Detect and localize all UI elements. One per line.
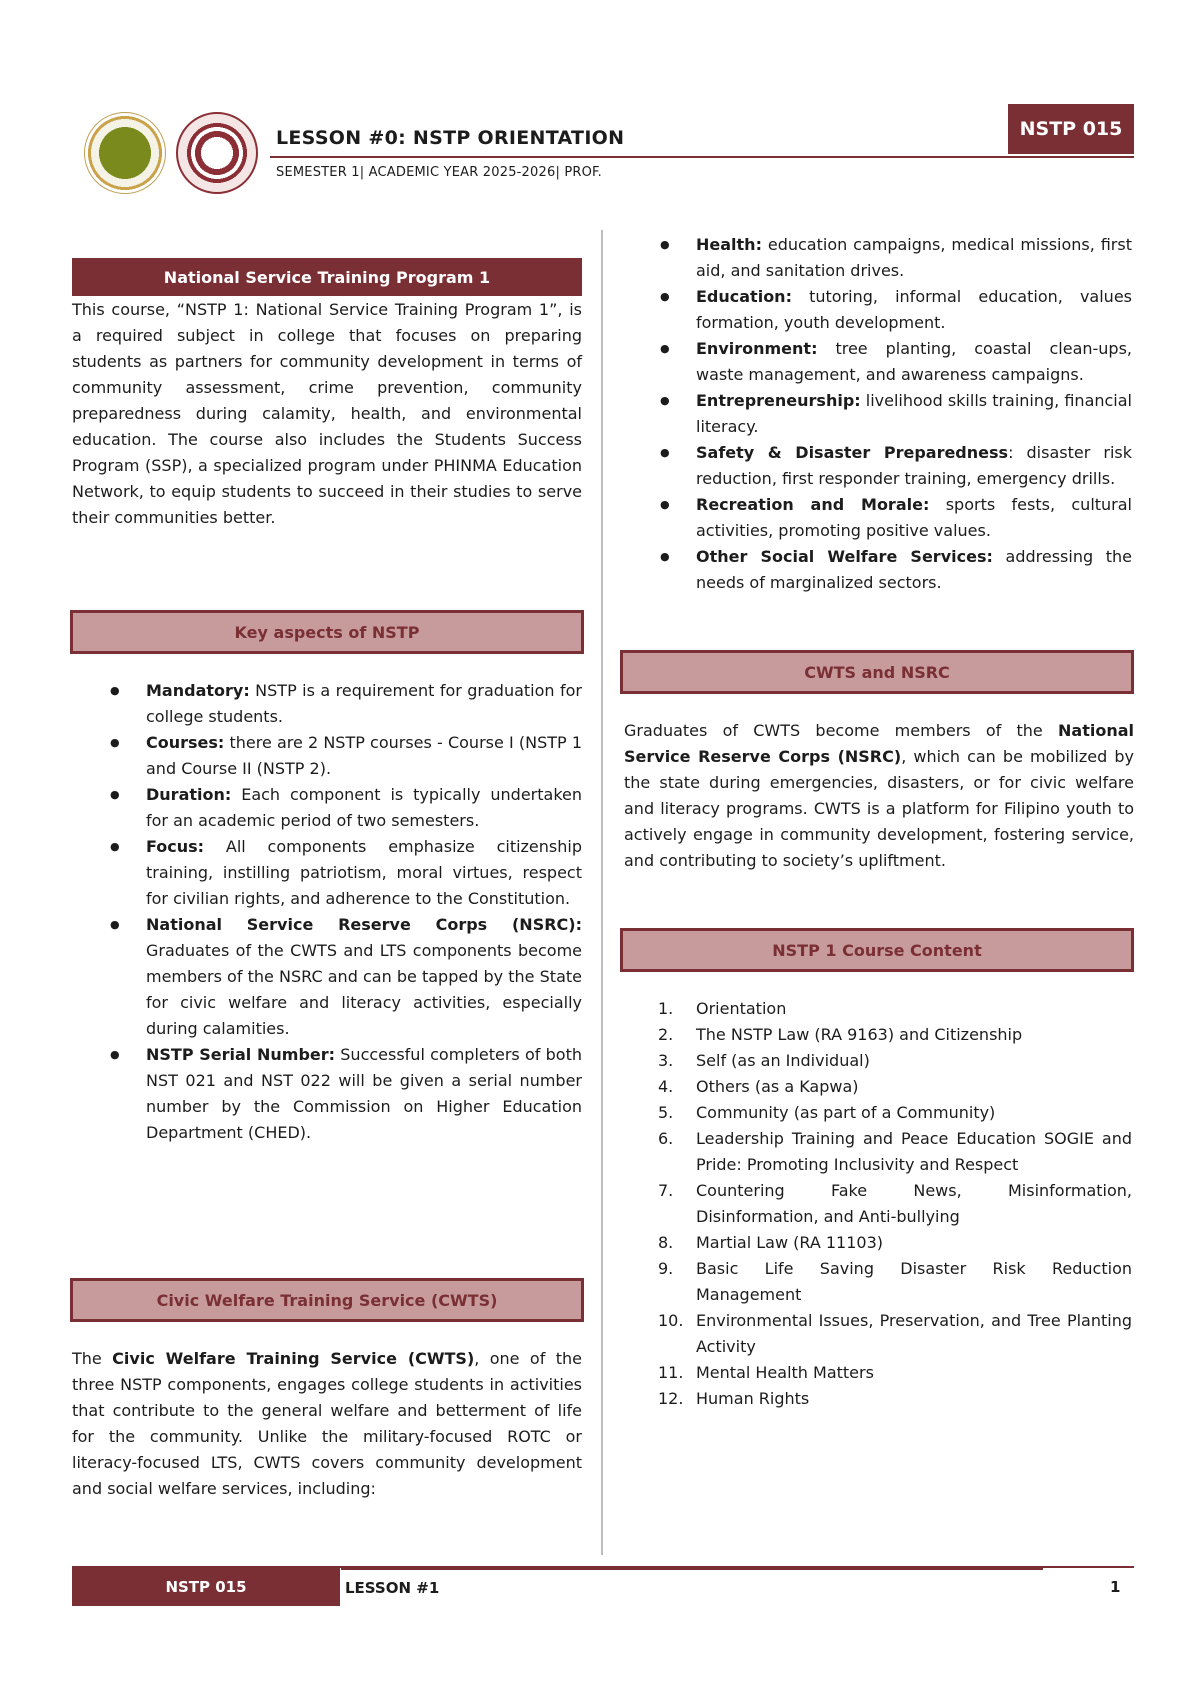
list-item: ● Other Social Welfare Services: addressing the needs of marginalized sectors. [622, 544, 1132, 596]
list-item: ● Education: tutoring, informal education, values formation, youth development. [622, 284, 1132, 336]
nstp1-paragraph: This course, “NSTP 1: National Service Training Program 1”, is a required subject in college that focuses on preparing students as partners for community development in terms of community assessment, crime prevention, community preparedness during calamity, health, and environmental education. The course also includes the Students Success Program (SSP), a specialized program under PHINMA Education Network, to equip students to succeed in their studies to serve their communities better. [72, 300, 582, 527]
key-aspects-list [72, 678, 582, 1146]
list-item: ● Recreation and Morale: sports fests, cultural activities, promoting positive values. [622, 492, 1132, 544]
list-item: ● Courses: there are 2 NSTP courses - Course I (NSTP 1 and Course II (NSTP 2). [72, 730, 582, 782]
section-heading-cwts: Civic Welfare Training Service (CWTS) [70, 1278, 584, 1322]
footer-lesson-label: LESSON #1 [341, 1568, 1043, 1606]
course-content-list [622, 996, 1132, 1412]
list-item: 5. Community (as part of a Community) [658, 1103, 996, 1122]
list-item: 9. Basic Life Saving Disaster Risk Reduction Management [658, 1259, 1132, 1304]
lesson-subtitle: SEMESTER 1| ACADEMIC YEAR 2025-2026| PROF. [276, 165, 602, 180]
list-item: 4. Others (as a Kapwa) [658, 1077, 859, 1096]
list-item: ● Health: education campaigns, medical missions, first aid, and sanitation drives. [622, 232, 1132, 284]
list-item: 3. Self (as an Individual) [658, 1051, 870, 1070]
course-tag: NSTP 015 [1008, 104, 1134, 154]
list-item: ● Focus: All components emphasize citizenship training, instilling patriotism, moral virtues, respect for civilian rights, and adherence to the Constitution. [72, 834, 582, 912]
list-item: ● Entrepreneurship: livelihood skills training, financial literacy. [622, 388, 1132, 440]
list-item: 2. The NSTP Law (RA 9163) and Citizenship [658, 1025, 1023, 1044]
department-seal-logo [176, 112, 258, 194]
list-item: ● Duration: Each component is typically undertaken for an academic period of two semesters. [72, 782, 582, 834]
column-divider [601, 230, 603, 1555]
university-seal-logo [84, 112, 166, 194]
footer-course-tag: NSTP 015 [72, 1568, 340, 1606]
list-item: ● Safety & Disaster Preparedness: disaster risk reduction, first responder training, emergency drills. [622, 440, 1132, 492]
cwts-nsrc-paragraph: Graduates of CWTS become members of the National Service Reserve Corps (NSRC), which can be mobilized by the state during emergencies, disasters, or for civic welfare and literacy programs. CWTS is a platform for Filipino youth to actively engage in community development, fostering service, and contributing to society’s upliftment. [624, 721, 1134, 870]
list-item: ● Environment: tree planting, coastal clean-ups, waste management, and awareness campaigns. [622, 336, 1132, 388]
list-item: 11. Mental Health Matters [658, 1363, 874, 1382]
list-item: 12. Human Rights [658, 1389, 810, 1408]
cwts-services-list [622, 232, 1132, 596]
list-item: 1. Orientation [658, 999, 787, 1018]
header-divider [270, 156, 1134, 158]
list-item: 10. Environmental Issues, Preservation, and Tree Planting Activity [658, 1311, 1132, 1356]
cwts-paragraph: The Civic Welfare Training Service (CWTS), one of the three NSTP components, engages college students in activities that contribute to the general welfare and betterment of life for the community. Unlike the military-focused ROTC or literacy-focused LTS, CWTS covers community development and social welfare services, including: [72, 1349, 583, 1498]
list-item: ● National Service Reserve Corps (NSRC): Graduates of the CWTS and LTS components become members of the NSRC and can be tapped by the State for civic welfare and literacy activities, especially during calamities. [72, 912, 582, 1042]
list-item: 6. Leadership Training and Peace Education SOGIE and Pride: Promoting Inclusivity and Respect [658, 1129, 1132, 1174]
section-heading-course-content: NSTP 1 Course Content [620, 928, 1134, 972]
list-item: ● NSTP Serial Number: Successful completers of both NST 021 and NST 022 will be given a serial number number by the Commission on Higher Education Department (CHED). [72, 1042, 582, 1146]
section-heading-nstp1: National Service Training Program 1 [72, 258, 582, 296]
section-heading-key-aspects: Key aspects of NSTP [70, 610, 584, 654]
lesson-title: LESSON #0: NSTP ORIENTATION [276, 127, 625, 149]
section-heading-cwts-nsrc: CWTS and NSRC [620, 650, 1134, 694]
page-number: 1 [1110, 1578, 1121, 1596]
list-item: 7. Countering Fake News, Misinformation, Disinformation, and Anti-bullying [658, 1181, 1132, 1226]
list-item: 8. Martial Law (RA 11103) [658, 1233, 884, 1252]
list-item: ● Mandatory: NSTP is a requirement for graduation for college students. [72, 678, 582, 730]
